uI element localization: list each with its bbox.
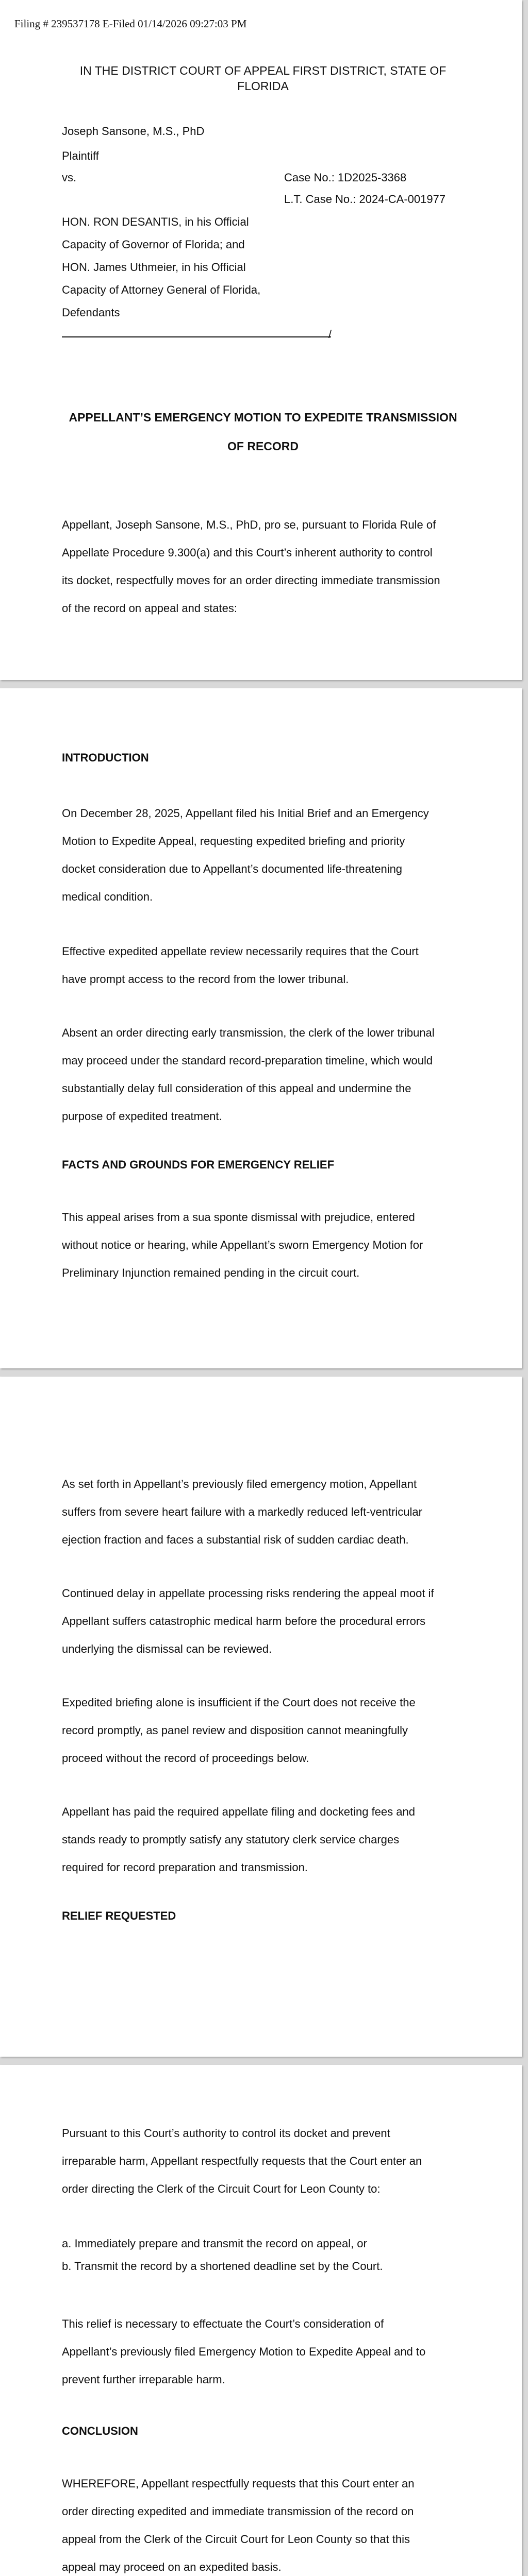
efiling-stamp: Filing # 239537178 E-Filed 01/14/2026 09:27:03 PM bbox=[14, 18, 247, 30]
motion-title-line-1: APPELLANT’S EMERGENCY MOTION TO EXPEDITE TRANSMISSION bbox=[69, 411, 457, 424]
text-line: This relief is necessary to effectuate the Court’s consideration of bbox=[62, 2317, 384, 2330]
caption-divider bbox=[62, 336, 331, 337]
text-line: proceed without the record of proceedings below. bbox=[62, 1752, 309, 1765]
text-line: purpose of expedited treatment. bbox=[62, 1110, 222, 1123]
facts-paragraph-5 bbox=[62, 1798, 474, 1882]
text-line: prevent further irreparable harm. bbox=[62, 2373, 225, 2386]
motion-title-line-2: OF RECORD bbox=[227, 439, 299, 453]
plaintiff-role: Plaintiff bbox=[62, 149, 99, 162]
relief-item-a: a. Immediately prepare and transmit the record on appeal, or bbox=[62, 2237, 367, 2250]
text-line: of the record on appeal and states: bbox=[62, 602, 238, 615]
introduction-paragraph-1 bbox=[62, 800, 474, 911]
text-line: As set forth in Appellant’s previously filed emergency motion, Appellant bbox=[62, 1478, 417, 1490]
text-line: ejection fraction and faces a substantial risk of sudden cardiac death. bbox=[62, 1533, 409, 1546]
defendant-line-4: Capacity of Attorney General of Florida, bbox=[62, 283, 261, 296]
text-line: stands ready to promptly satisfy any statutory clerk service charges bbox=[62, 1833, 400, 1846]
text-line: irreparable harm, Appellant respectfully requests that the Court enter an bbox=[62, 2155, 422, 2167]
conclusion-heading: CONCLUSION bbox=[62, 2425, 138, 2437]
motion-title bbox=[57, 403, 469, 461]
text-line: Absent an order directing early transmission, the clerk of the lower tribunal bbox=[62, 1026, 435, 1039]
facts-paragraph-3 bbox=[62, 1580, 474, 1663]
text-line: Preliminary Injunction remained pending in the circuit court. bbox=[62, 1266, 360, 1279]
introduction-paragraph-3 bbox=[62, 1019, 474, 1130]
defendant-line-3: HON. James Uthmeier, in his Official bbox=[62, 261, 246, 274]
text-line: medical condition. bbox=[62, 890, 153, 903]
conclusion-paragraph bbox=[62, 2470, 474, 2576]
text-line: Appellant, Joseph Sansone, M.S., PhD, pro se, pursuant to Florida Rule of bbox=[62, 518, 436, 531]
text-line: appeal from the Clerk of the Circuit Court for Leon County so that this bbox=[62, 2533, 410, 2546]
caption-slash: / bbox=[328, 328, 332, 341]
introduction-paragraph-2 bbox=[62, 938, 474, 993]
text-line: Motion to Expedite Appeal, requesting expedited briefing and priority bbox=[62, 835, 405, 848]
document-page-3 bbox=[0, 1377, 522, 2057]
text-line: Expedited briefing alone is insufficient if the Court does not receive the bbox=[62, 1696, 416, 1709]
text-line: required for record preparation and transmission. bbox=[62, 1861, 308, 1874]
facts-paragraph-4 bbox=[62, 1689, 474, 1772]
text-line: This appeal arises from a sua sponte dismissal with prejudice, entered bbox=[62, 1211, 415, 1224]
court-heading bbox=[67, 63, 459, 94]
text-line: appeal may proceed on an expedited basis. bbox=[62, 2561, 282, 2573]
text-line: Pursuant to this Court’s authority to control its docket and prevent bbox=[62, 2127, 390, 2140]
defendants-role: Defendants bbox=[62, 306, 120, 319]
text-line: record promptly, as panel review and disposition cannot meaningfully bbox=[62, 1724, 408, 1737]
text-line: On December 28, 2025, Appellant filed his Initial Brief and an Emergency bbox=[62, 807, 429, 820]
text-line: Continued delay in appellate processing risks rendering the appeal moot if bbox=[62, 1587, 434, 1600]
text-line: Appellant’s previously filed Emergency Motion to Expedite Appeal and to bbox=[62, 2345, 426, 2358]
text-line: order directing the Clerk of the Circuit Court for Leon County to: bbox=[62, 2182, 381, 2195]
text-line: Effective expedited appellate review necessarily requires that the Court bbox=[62, 945, 419, 958]
court-heading-line-1: IN THE DISTRICT COURT OF APPEAL FIRST DISTRICT, STATE OF bbox=[79, 64, 447, 77]
text-line: its docket, respectfully moves for an order directing immediate transmission bbox=[62, 574, 440, 587]
facts-heading: FACTS AND GROUNDS FOR EMERGENCY RELIEF bbox=[62, 1158, 335, 1171]
defendant-line-2: Capacity of Governor of Florida; and bbox=[62, 238, 245, 251]
plaintiff-name: Joseph Sansone, M.S., PhD bbox=[62, 125, 205, 138]
text-line: order directing expedited and immediate transmission of the record on bbox=[62, 2505, 414, 2518]
text-line: substantially delay full consideration of this appeal and undermine the bbox=[62, 1082, 411, 1095]
document-page-1 bbox=[0, 0, 522, 680]
facts-paragraph-2 bbox=[62, 1470, 474, 1554]
text-line: have prompt access to the record from the lower tribunal. bbox=[62, 973, 349, 986]
relief-item-b: b. Transmit the record by a shortened deadline set by the Court. bbox=[62, 2260, 383, 2273]
document-page-2 bbox=[0, 688, 522, 1368]
case-number: Case No.: 1D2025-3368 bbox=[284, 171, 407, 184]
text-line: may proceed under the standard record-preparation timeline, which would bbox=[62, 1054, 433, 1067]
text-line: Appellant has paid the required appellate filing and docketing fees and bbox=[62, 1805, 415, 1818]
relief-paragraph-1 bbox=[62, 2120, 474, 2203]
text-line: WHEREFORE, Appellant respectfully requests that this Court enter an bbox=[62, 2477, 415, 2490]
versus-label: vs. bbox=[62, 171, 77, 184]
lower-tribunal-case-number: L.T. Case No.: 2024-CA-001977 bbox=[284, 193, 446, 206]
defendant-line-1: HON. RON DESANTIS, in his Official bbox=[62, 215, 249, 228]
text-line: Appellant suffers catastrophic medical harm before the procedural errors bbox=[62, 1615, 426, 1628]
text-line: suffers from severe heart failure with a markedly reduced left-ventricular bbox=[62, 1505, 422, 1518]
opening-paragraph bbox=[62, 511, 474, 622]
text-line: Appellate Procedure 9.300(a) and this Court’s inherent authority to control bbox=[62, 546, 433, 559]
court-heading-line-2: FLORIDA bbox=[237, 79, 289, 93]
text-line: docket consideration due to Appellant’s documented life-threatening bbox=[62, 862, 403, 875]
facts-paragraph-1 bbox=[62, 1204, 474, 1287]
relief-paragraph-2 bbox=[62, 2310, 474, 2394]
document-page-4 bbox=[0, 2065, 522, 2576]
introduction-heading: INTRODUCTION bbox=[62, 751, 149, 764]
relief-heading: RELIEF REQUESTED bbox=[62, 1909, 176, 1922]
text-line: without notice or hearing, while Appellant’s sworn Emergency Motion for bbox=[62, 1239, 423, 1251]
text-line: underlying the dismissal can be reviewed. bbox=[62, 1642, 272, 1655]
